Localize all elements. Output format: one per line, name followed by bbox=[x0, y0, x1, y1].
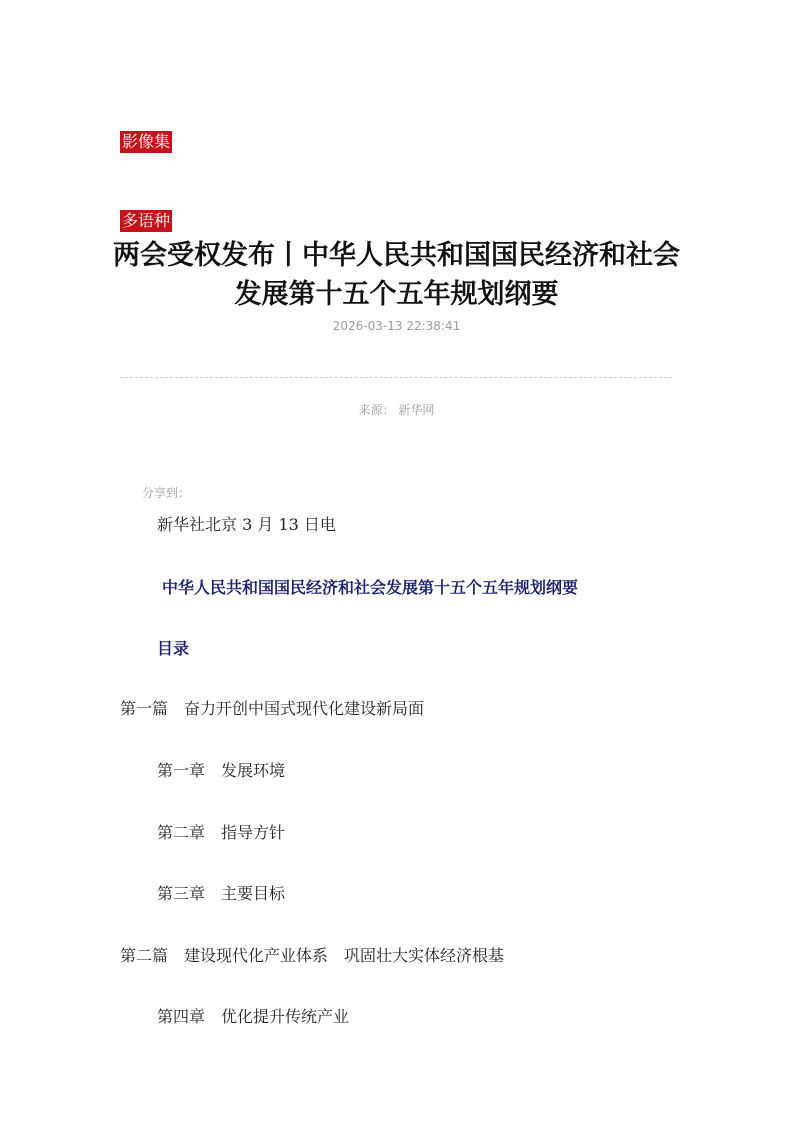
toc-part-2: 第二篇 建设现代化产业体系 巩固壮大实体经济根基 bbox=[120, 946, 505, 965]
article-title: 两会受权发布丨中华人民共和国国民经济和社会发展第十五个五年规划纲要 bbox=[113, 240, 680, 310]
dateline: 新华社北京 3 月 13 日电 bbox=[157, 515, 336, 534]
toc-part-1: 第一篇 奋力开创中国式现代化建设新局面 bbox=[120, 699, 425, 718]
toc-chapter-1: 第一章 发展环境 bbox=[157, 761, 286, 780]
gallery-tag-link[interactable]: 影像集 bbox=[122, 132, 171, 151]
toc-heading: 目录 bbox=[157, 639, 190, 658]
toc-chapter-3: 第三章 主要目标 bbox=[157, 884, 286, 903]
share-label: 分享到： bbox=[142, 486, 191, 500]
header-divider bbox=[120, 377, 672, 378]
multilingual-tag-link[interactable]: 多语种 bbox=[122, 211, 171, 230]
publish-datetime: 2026-03-13 22:38:41 bbox=[332, 319, 461, 333]
toc-chapter-2: 第二章 指导方针 bbox=[157, 823, 286, 842]
article-source: 来源： 新华网 bbox=[358, 403, 435, 417]
document-title: 中华人民共和国国民经济和社会发展第十五个五年规划纲要 bbox=[162, 578, 579, 597]
toc-chapter-4: 第四章 优化提升传统产业 bbox=[157, 1007, 350, 1026]
